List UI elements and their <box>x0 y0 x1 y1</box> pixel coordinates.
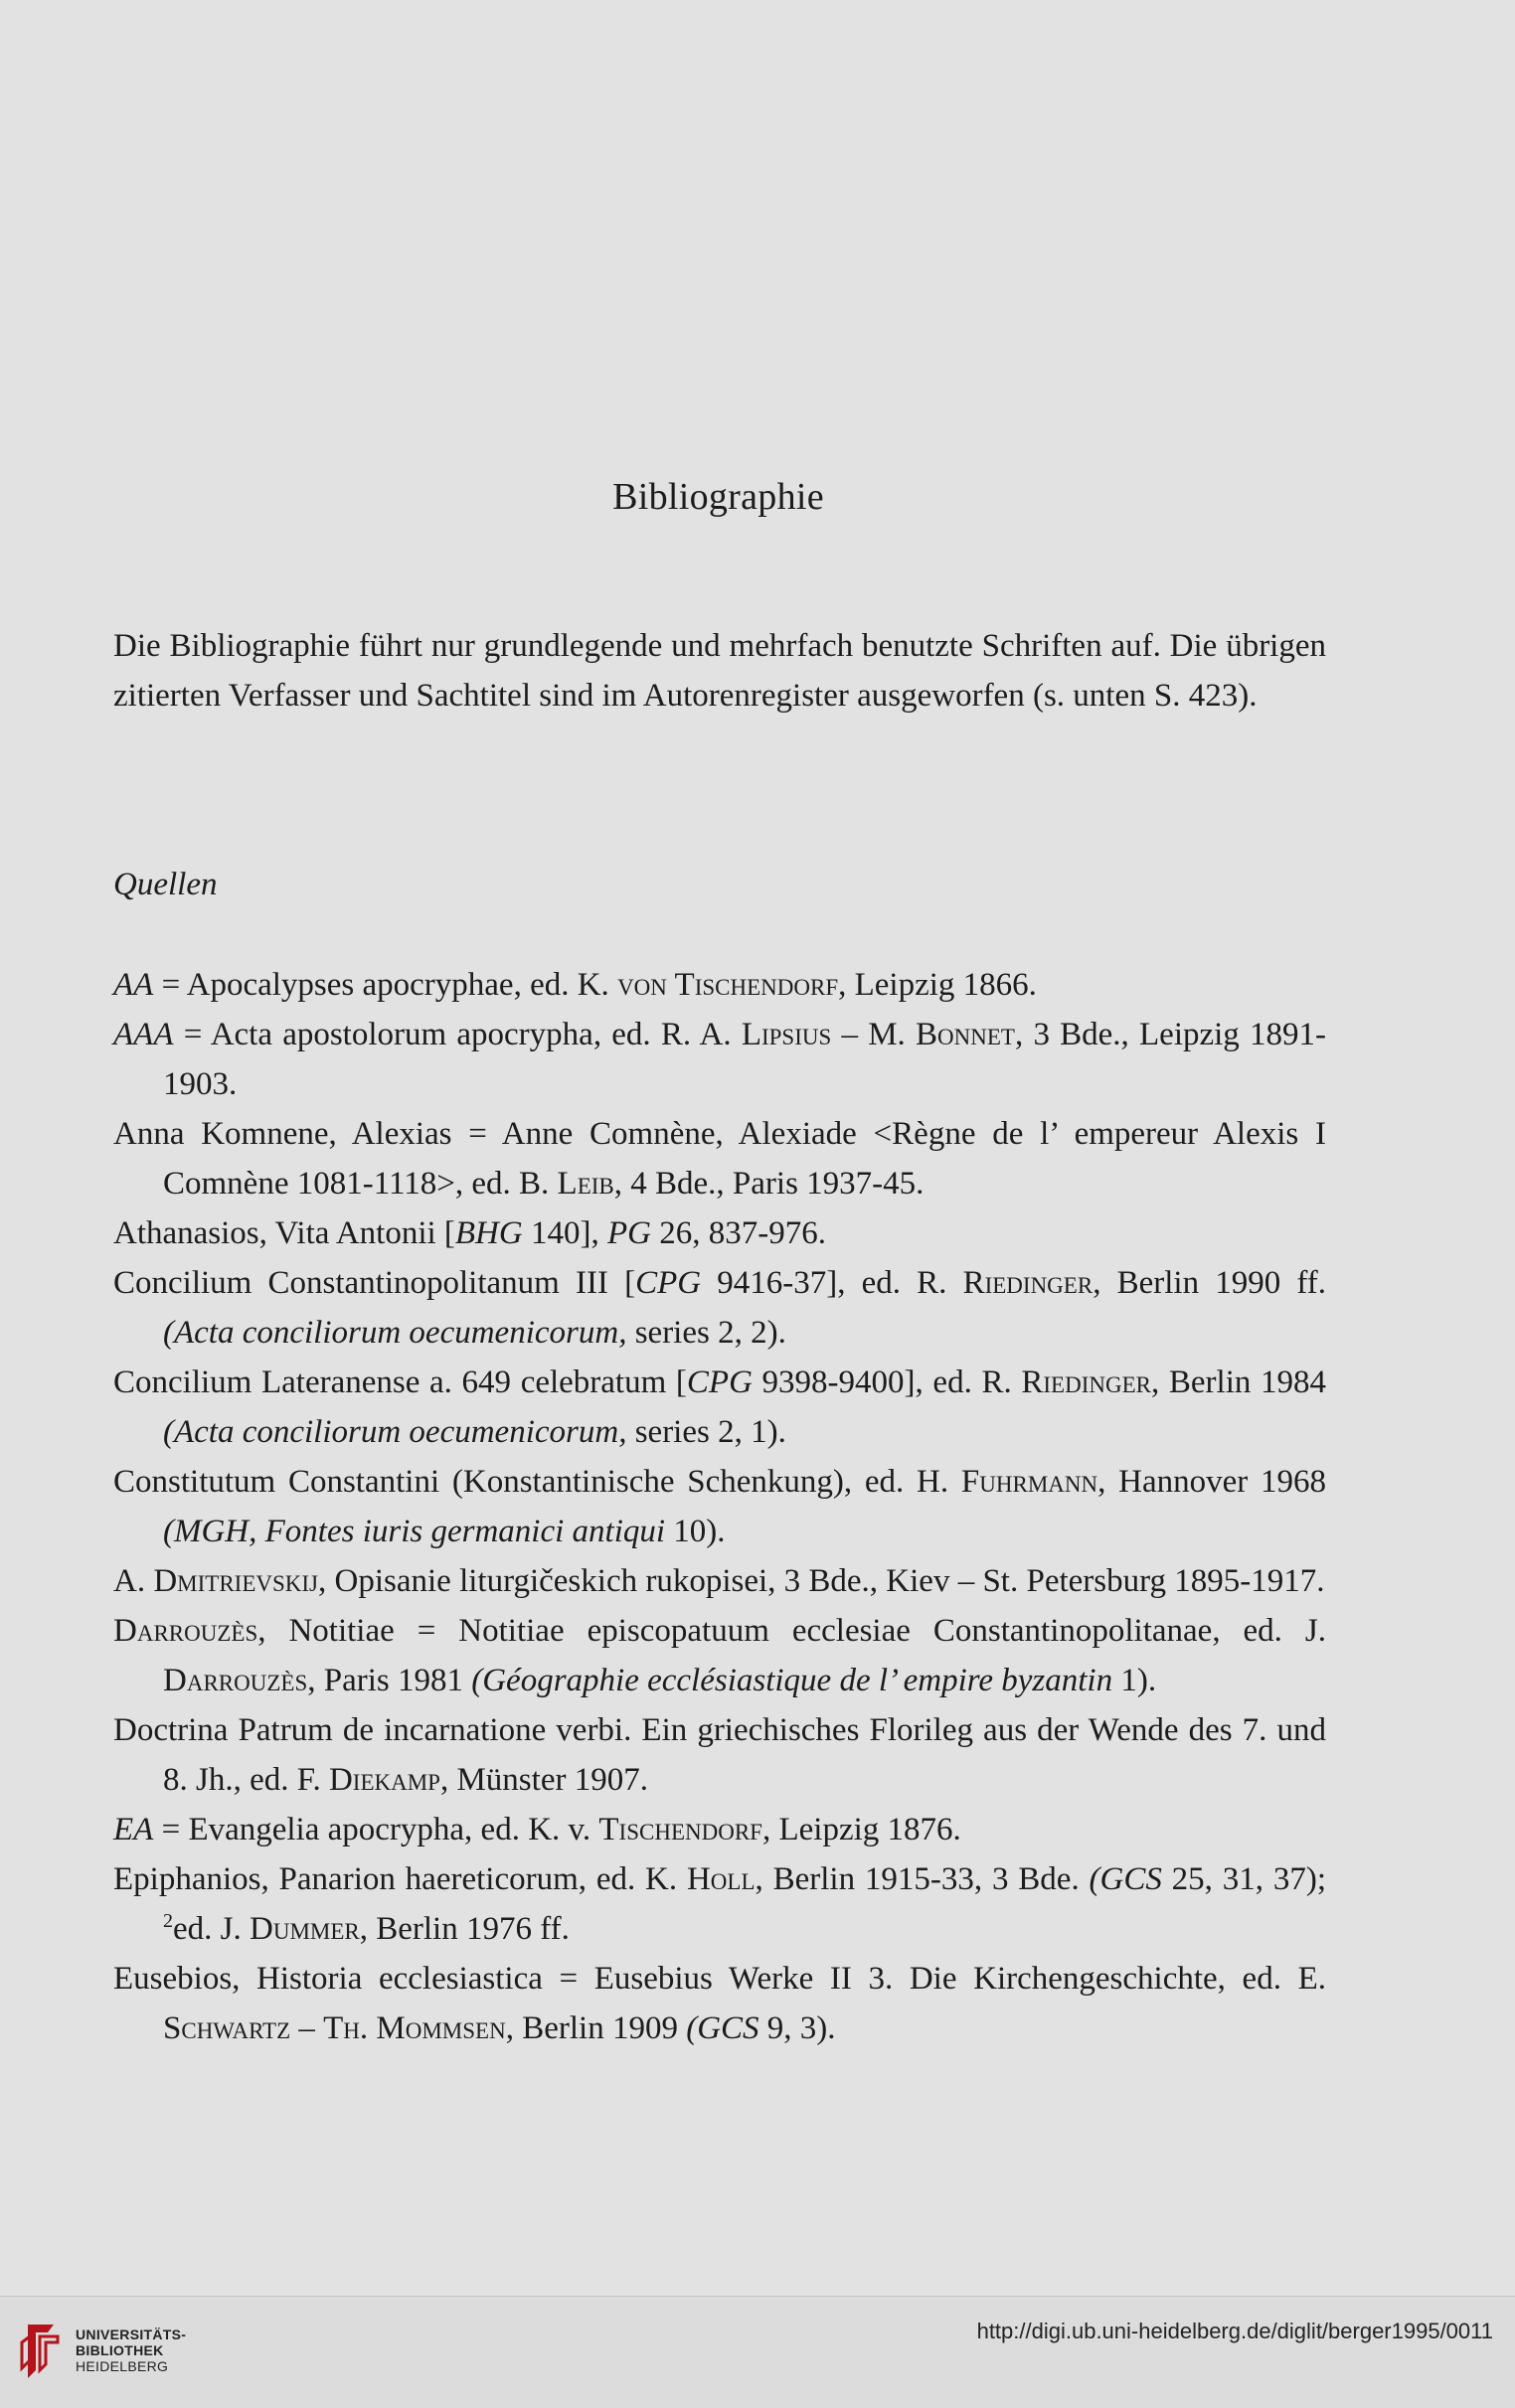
entry-text-segment: , Berlin 1915-33, 3 Bde. <box>755 1861 1090 1897</box>
page-title: Bibliographie <box>612 476 824 518</box>
entry-text-segment: Concilium Lateranense a. 649 celebratum [ <box>113 1365 687 1400</box>
entry-text-segment: 9398-9400], ed. R. <box>752 1365 1022 1400</box>
entry-text-segment: Constitutum Constantini (Konstantinische Schenkung), ed. H. <box>113 1464 961 1500</box>
entry-text-segment: 10). <box>665 1514 726 1549</box>
entry-text-segment: , Münster 1907. <box>439 1762 648 1798</box>
bibliography-entry <box>113 1358 1326 1457</box>
entry-text-segment: EA <box>113 1812 154 1847</box>
entry-text-segment: Dummer <box>250 1911 360 1947</box>
bibliography-entry <box>113 1854 1326 1954</box>
entry-text-segment: Anna Komnene, Alexias = Anne Comnène, Alexiade <Règne de l’ empereur Alexis I Comnène 1081-1118>, ed. B. <box>113 1116 1326 1202</box>
entry-text-segment: , Hannover 1968 <box>1097 1464 1326 1500</box>
entry-text-segment: , Berlin 1976 ff. <box>359 1911 570 1947</box>
entry-text-segment: , Leipzig 1866. <box>838 967 1037 1003</box>
logo-line-3: HEIDELBERG <box>76 2358 169 2374</box>
entry-text-segment: = Apocalypses apocryphae, ed. K. <box>153 967 618 1003</box>
entry-text-segment: 9, 3). <box>758 2010 836 2046</box>
bibliography-entry <box>113 1606 1326 1705</box>
library-logo-icon <box>18 2321 64 2380</box>
bibliography-entry <box>113 1258 1326 1358</box>
entry-text-segment: PG <box>606 1215 651 1251</box>
entry-text-segment: CPG <box>635 1265 702 1301</box>
entry-text-segment: Epiphanios, Panarion haereticorum, ed. K. <box>113 1861 687 1897</box>
entry-text-segment: Riedinger <box>1021 1365 1151 1400</box>
entry-text-segment: 140], <box>522 1215 607 1251</box>
entry-text-segment: (Acta conciliorum oecumenicorum, <box>163 1414 627 1450</box>
entry-text-segment: von Tischendorf <box>617 967 839 1003</box>
entry-text-segment: A. <box>113 1563 154 1599</box>
entry-text-segment: , Berlin 1909 <box>505 2010 687 2046</box>
bibliography-entry <box>113 1954 1326 2053</box>
entry-text-segment: 25, 31, 37); <box>1161 1861 1326 1897</box>
entry-text-segment: CPG <box>686 1365 753 1400</box>
entry-text-segment: (Géographie ecclésiastique de l’ empire byzantin <box>471 1663 1113 1698</box>
entry-text-segment: 9416-37], ed. R. <box>701 1265 963 1301</box>
entry-text-segment: Tischendorf <box>598 1812 762 1847</box>
bibliography-entry <box>113 1208 1326 1258</box>
footer-bar <box>0 2296 1515 2408</box>
entry-text-segment: (GCS <box>686 2010 759 2046</box>
entry-text-segment: Bonnet <box>916 1017 1015 1052</box>
entry-text-segment: , Opisanie liturgičeskich rukopisei, 3 Bde., Kiev – St. Petersburg 1895-1917. <box>318 1563 1325 1599</box>
section-heading: Quellen <box>113 867 218 902</box>
entry-text-segment: Darrouzès <box>163 1663 308 1698</box>
entry-text-segment: 26, 837-976. <box>650 1215 826 1251</box>
bibliography-entry <box>113 1010 1326 1109</box>
bibliography-list <box>113 960 1326 2053</box>
entry-text-segment: series 2, 2). <box>626 1315 786 1351</box>
entry-text-segment: Riedinger <box>962 1265 1094 1301</box>
entry-text-segment: Lipsius <box>741 1017 832 1052</box>
entry-text-segment: series 2, 1). <box>626 1414 786 1450</box>
entry-text-segment: Dmitrievskij <box>153 1563 319 1599</box>
entry-text-segment: 1). <box>1112 1663 1157 1698</box>
bibliography-entry <box>113 1556 1326 1606</box>
logo-line-1: UNIVERSITÄTS- <box>76 2327 187 2342</box>
intro-paragraph <box>113 621 1326 721</box>
entry-text-segment: , 3 Bde., Leipzig 1891-1903. <box>163 1017 1327 1102</box>
entry-text-segment: Fuhrmann <box>960 1464 1098 1500</box>
library-logo[interactable] <box>18 2321 186 2380</box>
entry-text-segment: , Notitiae = Notitiae episcopatuum ecclesiae Constantinopolitanae, ed. J. <box>257 1613 1326 1649</box>
entry-text-segment: , Paris 1981 <box>307 1663 472 1698</box>
bibliography-entry <box>113 1109 1326 1208</box>
entry-text-segment: Th. Mommsen <box>323 2010 506 2046</box>
entry-text-segment: Darrouzès <box>113 1613 258 1649</box>
bibliography-entry <box>113 1805 1326 1854</box>
entry-text-segment: = Acta apostolorum apocrypha, ed. R. A. <box>173 1017 742 1052</box>
entry-text-segment: (GCS <box>1089 1861 1162 1897</box>
entry-text-segment: Leib <box>557 1166 614 1202</box>
entry-text-segment: Eusebios, Historia ecclesiastica = Eusebius Werke II 3. Die Kirchengeschichte, ed. E. <box>113 1961 1326 1997</box>
source-url-link[interactable]: http://digi.ub.uni-heidelberg.de/diglit/berger1995/0011 <box>976 2319 1493 2343</box>
entry-text-segment: ed. J. <box>173 1911 250 1947</box>
entry-text-segment: Schwartz <box>163 2010 291 2046</box>
library-name <box>76 2327 186 2374</box>
entry-text-segment: 2 <box>163 1910 173 1932</box>
entry-text-segment: Diekamp <box>328 1762 440 1798</box>
bibliography-entry <box>113 960 1326 1010</box>
entry-text-segment: Concilium Constantinopolitanum III [ <box>113 1265 636 1301</box>
bibliography-entry <box>113 1705 1326 1805</box>
logo-line-2: BIBLIOTHEK <box>76 2342 164 2358</box>
entry-text-segment: , Leipzig 1876. <box>761 1812 961 1847</box>
entry-text-segment: – <box>290 2010 324 2046</box>
intro-text: Die Bibliographie führt nur grundlegende und mehrfach benutzte Schriften auf. Die übrigen zitierten Verfasser und Sachtitel sind im Autorenregister ausgeworfen (s. unten S. 423). <box>113 628 1326 714</box>
entry-text-segment: Doctrina Patrum de incarnatione verbi. Ein griechisches Florileg aus der Wende des 7. und 8. Jh., ed. F. <box>113 1712 1326 1798</box>
entry-text-segment: (MGH, Fontes iuris germanici antiqui <box>163 1514 666 1549</box>
entry-text-segment: = Evangelia apocrypha, ed. K. v. <box>153 1812 599 1847</box>
entry-text-segment: AAA <box>113 1017 174 1052</box>
entry-text-segment: BHG <box>454 1215 523 1251</box>
entry-text-segment: Athanasios, Vita Antonii [ <box>113 1215 455 1251</box>
entry-text-segment: Holl <box>686 1861 756 1897</box>
entry-text-segment: (Acta conciliorum oecumenicorum, <box>163 1315 627 1351</box>
entry-text-segment: – M. <box>831 1017 917 1052</box>
entry-text-segment: , Berlin 1990 ff. <box>1093 1265 1327 1301</box>
entry-text-segment: , 4 Bde., Paris 1937-45. <box>613 1166 925 1202</box>
entry-text-segment: AA <box>113 967 154 1003</box>
entry-text-segment: , Berlin 1984 <box>1150 1365 1327 1400</box>
bibliography-entry <box>113 1457 1326 1556</box>
